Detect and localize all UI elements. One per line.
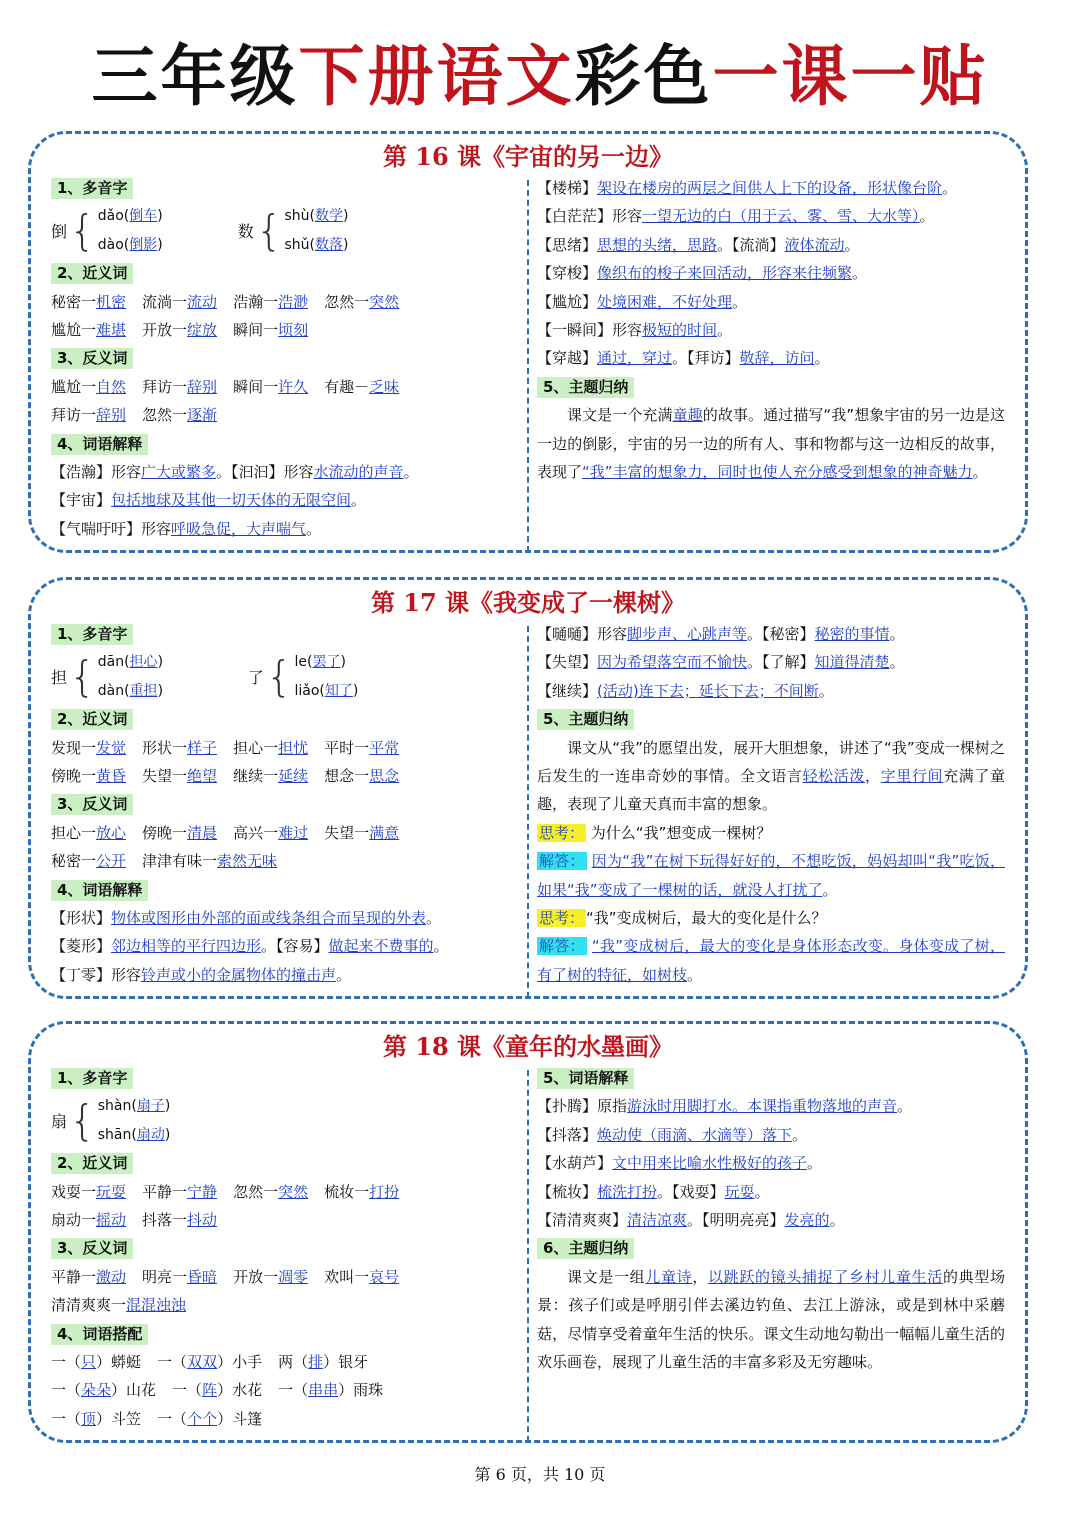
right-column — [537, 174, 1005, 486]
definition-line: 【宇宙】包括地球及其他一切天体的无限空间。 — [51, 491, 367, 510]
section-heading: 1、多音字 — [51, 624, 133, 645]
section-heading: 3、反义词 — [51, 1238, 133, 1259]
right-column — [537, 620, 1005, 989]
section-heading: 4、词语解释 — [51, 434, 148, 455]
section-heading: 3、反义词 — [51, 348, 133, 369]
definition-line: 【穿越】通过，穿过。【拜访】敬辞，访问。 — [537, 349, 830, 368]
word-pair-row: 秘密一机密 流淌一流动 浩瀚一浩渺 忽然一突然 — [51, 292, 400, 311]
column-divider — [527, 626, 529, 998]
question-line: 思考： 为什么“我”想变成一棵树？ — [539, 823, 772, 842]
definition-line: 【水葫芦】文中用来比喻水性极好的孩子。 — [537, 1154, 823, 1173]
answer-paragraph: 解答： “我”变成树后，最大的变化是身体形态改变。身体变成了树，有了树的特征，如树枝。 — [537, 937, 1005, 984]
word-pair-row: 扇动一摇动 抖落一抖动 — [51, 1210, 218, 1229]
definition-line: 【楼梯】架设在楼房的两层之间供人上下的设备，形状像台阶。 — [537, 179, 958, 197]
definition-line: 【丁零】形容铃声或小的金属物体的撞击声。 — [51, 965, 352, 984]
left-column — [51, 174, 511, 543]
definition-line: 【尴尬】处境困难，不好处理。 — [537, 292, 748, 311]
word-pair-row: 拜访一辞别 忽然一逐渐 — [51, 406, 218, 425]
definition-line: 【嗵嗵】形容脚步声、心跳声等。【秘密】秘密的事情。 — [537, 625, 905, 643]
think-label: 思考： — [539, 908, 585, 927]
brace-icon: { — [69, 205, 96, 255]
word-pair-row: 傍晚一黄昏 失望一绝望 继续一延续 想念一思念 — [51, 766, 400, 785]
right-column — [537, 1064, 1005, 1376]
lesson-17-card — [28, 577, 1028, 999]
lesson-16-card — [28, 131, 1028, 553]
section-heading: 4、词语搭配 — [51, 1324, 148, 1345]
section-heading: 5、主题归纳 — [537, 377, 634, 398]
definition-line: 【思绪】思想的头绪，思路。【流淌】液体流动。 — [537, 235, 860, 254]
definition-line: 【穿梭】像织布的梭子来回活动，形容来往频繁。 — [537, 264, 868, 283]
section-heading: 1、多音字 — [51, 1068, 133, 1089]
page-title: 三年级下册语文彩色一课一贴 — [91, 37, 989, 115]
think-label: 思考： — [539, 823, 585, 842]
definition-line: 【梳妆】梳洗打扮。【戏耍】玩耍。 — [537, 1182, 770, 1201]
section-heading: 6、主题归纳 — [537, 1238, 634, 1259]
section-heading: 5、主题归纳 — [537, 709, 634, 730]
word-pair-row: 平静一激动 明亮一昏暗 开放一凋零 欢叫一哀号 — [51, 1267, 400, 1286]
collocation-row: 一（朵朵）山花 一（阵）水花 一（串串）雨珠 — [51, 1381, 384, 1400]
lesson-title: 第 16 课《宇宙的另一边》 — [382, 142, 674, 171]
definition-line: 【菱形】邻边相等的平行四边形。【容易】做起来不费事的。 — [51, 937, 449, 956]
left-column — [51, 620, 511, 989]
summary-paragraph: 课文从“我”的愿望出发，展开大胆想象，讲述了“我”变成一棵树之后发生的一连串奇妙的事情。全文语言轻松活泼，字里行间充满了童趣，表现了儿童天真而丰富的想象。 — [537, 738, 1005, 814]
section-heading: 2、近义词 — [51, 263, 133, 284]
section-heading: 4、词语解释 — [51, 880, 148, 901]
word-pair-row: 尴尬一自然 拜访一辞别 瞬间一许久 有趣－乏味 — [51, 377, 400, 396]
lesson-title: 第 17 课《我变成了一棵树》 — [370, 588, 686, 617]
question-line: 思考： “我”变成树后，最大的变化是什么？ — [539, 908, 827, 927]
summary-paragraph: 课文是一个充满童趣的故事。通过描写“我”想象宇宙的另一边是这一边的倒影，宇宙的另一边的所有人、事和物都与这一边相反的故事，表现了“我”丰富的想象力，同时也使人充分感受到想象的神奇魅力。 — [537, 406, 1005, 481]
definition-line: 【气喘吁吁】形容呼吸急促，大声喘气。 — [51, 519, 322, 538]
brace-icon: { — [69, 1095, 96, 1145]
definition-line: 【一瞬间】形容极短的时间。 — [537, 320, 733, 339]
page-footer: 第 6 页，共 10 页 — [474, 1465, 606, 1484]
answer-label: 解答： — [539, 937, 585, 956]
brace-icon: { — [69, 651, 96, 701]
summary-paragraph: 课文是一组儿童诗，以跳跃的镜头捕捉了乡村儿童生活的典型场景：孩子们或是呼朋引伴去溪边钓鱼、去江上游泳，或是到林中采蘑菇，尽情享受着童年生活的快乐。课文生动地勾勒出一幅幅儿童生活的欢乐画卷，展现了儿童生活的丰富多彩及无穷趣味。 — [537, 1267, 1005, 1371]
word-pair-row: 清清爽爽一混混浊浊 — [51, 1296, 187, 1315]
word-pair-row: 发现一发觉 形状一样子 担心一担忧 平时一平常 — [51, 738, 400, 757]
section-heading: 1、多音字 — [51, 178, 133, 199]
definition-line: 【失望】因为希望落空而不愉快。【了解】知道得清楚。 — [537, 653, 905, 672]
brace-icon: { — [255, 205, 283, 255]
left-column — [51, 1064, 511, 1433]
section-heading: 2、近义词 — [51, 709, 133, 730]
definition-line: 【白茫茫】形容一望无边的白（用于云、雾、雪、大水等）。 — [537, 207, 935, 226]
polyphone-group: 担 { dān(担心) dàn(重担) 了 { le(罢了) liǎo(知了) — [51, 648, 511, 705]
definition-line: 【继续】(活动)连下去；延长下去；不间断。 — [537, 681, 834, 700]
definition-line: 【扑腾】原指游泳时用脚打水。本课指重物落地的声音。 — [537, 1097, 913, 1116]
polyphone-group: 扇 { shàn(扇子) shān(扇动) — [51, 1092, 511, 1149]
definition-line: 【抖落】焕动使（雨滴、水滴等）落下。 — [537, 1125, 808, 1144]
word-pair-row: 尴尬一难堪 开放一绽放 瞬间一顷刻 — [51, 320, 309, 339]
word-pair-row: 戏耍一玩耍 平静一宁静 忽然一突然 梳妆一打扮 — [51, 1182, 400, 1201]
collocation-row: 一（顶）斗笠 一（个个）斗篷 — [51, 1409, 263, 1428]
word-pair-row: 秘密一公开 津津有味一索然无味 — [51, 852, 278, 871]
section-heading: 3、反义词 — [51, 794, 133, 815]
lesson-title: 第 18 课《童年的水墨画》 — [382, 1032, 674, 1061]
column-divider — [527, 180, 529, 552]
column-divider — [527, 1070, 529, 1442]
section-heading: 5、词语解释 — [537, 1068, 634, 1089]
definition-line: 【浩瀚】形容广大或繁多。【汩汩】形容水流动的声音。 — [51, 462, 419, 481]
answer-paragraph: 解答： 因为“我”在树下玩得好好的，不想吃饭，妈妈却叫“我”吃饭，如果“我”变成了一棵树的话，就没人打扰了。 — [537, 852, 1005, 899]
polyphone-group: 倒 { dǎo(倒车) dào(倒影) 数 { shù(数学) shǔ(数落) — [51, 202, 511, 259]
lesson-18-card — [28, 1021, 1028, 1443]
answer-label: 解答： — [539, 852, 585, 871]
definition-line: 【清清爽爽】清洁凉爽。【明明亮亮】发亮的。 — [537, 1210, 845, 1229]
definition-line: 【形状】物体或图形由外部的面或线条组合而呈现的外表。 — [51, 908, 442, 927]
collocation-row: 一（只）蟒蜓 一（双双）小手 两（排）银牙 — [51, 1352, 369, 1371]
brace-icon: { — [265, 651, 293, 701]
word-pair-row: 担心一放心 傍晚一清晨 高兴一难过 失望一满意 — [51, 823, 400, 842]
section-heading: 2、近义词 — [51, 1153, 133, 1174]
